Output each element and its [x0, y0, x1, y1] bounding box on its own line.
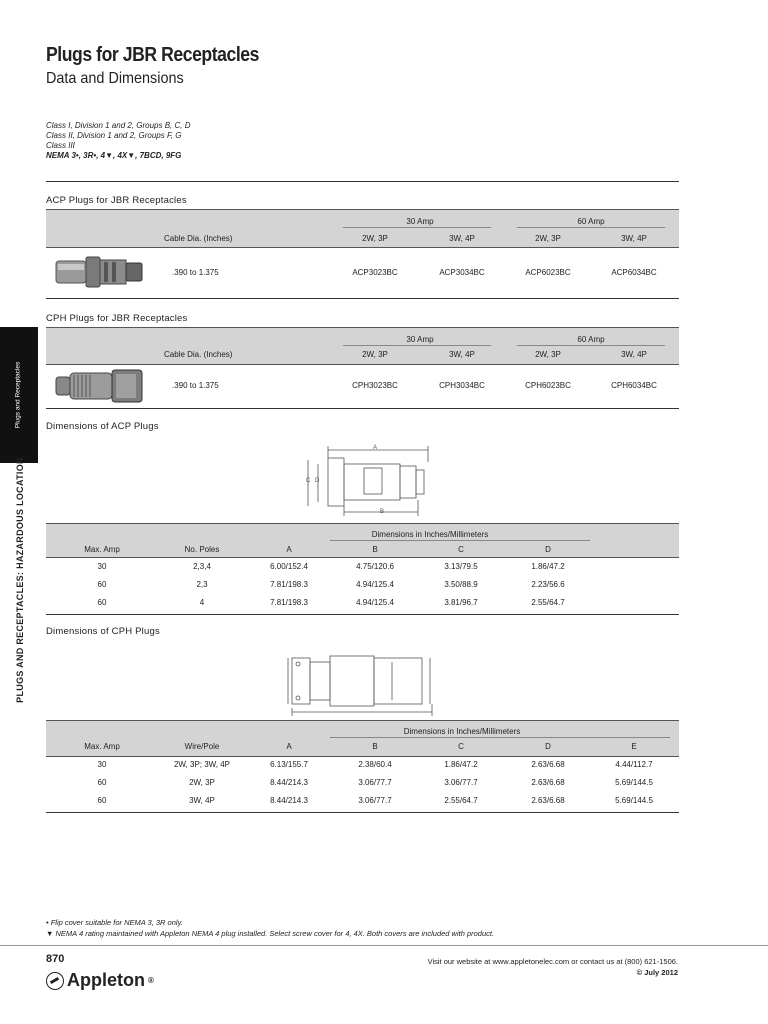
table-cell: 3W, 4P: [189, 796, 215, 805]
cph-header-col: 2W, 3P: [535, 350, 561, 359]
cph-cable-range: .390 to 1.375: [172, 381, 219, 390]
section-title-acp: ACP Plugs for JBR Receptacles: [46, 195, 187, 206]
table-cell: 3.06/77.7: [358, 796, 392, 805]
cph-catalog-number: CPH6034BC: [611, 381, 657, 390]
table-cell: 2W, 3P; 3W, 4P: [173, 760, 231, 769]
cph-dimension-diagram: [282, 650, 440, 718]
divider: [517, 345, 665, 346]
table-cell: 4.44/112.7: [615, 760, 653, 769]
divider: [330, 737, 670, 738]
cph-dims-col-header: B: [372, 742, 378, 751]
divider: [46, 408, 679, 409]
acp-dimension-diagram: [300, 440, 440, 520]
section-title-acp-dims: Dimensions of ACP Plugs: [46, 421, 159, 432]
cph-dims-band-title: Dimensions in Inches/Millimeters: [403, 727, 521, 736]
page-subtitle: Data and Dimensions: [46, 70, 184, 87]
cph-header-30amp: 30 Amp: [406, 335, 434, 344]
brand-reg-mark: ®: [148, 976, 154, 985]
acp-catalog-number: ACP6023BC: [525, 268, 571, 277]
cph-dims-col-header: C: [458, 742, 464, 751]
acp-header-30amp: 30 Amp: [406, 217, 434, 226]
class-line: Class III: [46, 141, 75, 150]
cph-header-cable: Cable Dia. (Inches): [164, 350, 233, 359]
table-cell: 60: [97, 796, 107, 805]
cph-catalog-number: CPH3034BC: [439, 381, 485, 390]
table-cell: 4.75/120.6: [356, 562, 394, 571]
divider: [46, 247, 679, 248]
acp-catalog-number: ACP3034BC: [439, 268, 485, 277]
cph-header-col: 2W, 3P: [362, 350, 388, 359]
divider: [343, 227, 491, 228]
divider: [46, 614, 679, 615]
acp-plug-image: [52, 252, 148, 292]
table-cell: 60: [97, 778, 107, 787]
acp-header-cable: Cable Dia. (Inches): [164, 234, 233, 243]
footnote: ▼ NEMA 4 rating maintained with Appleton NEMA 4 plug installed. Select screw cover for 4, 4X. Both covers are included with product.: [46, 929, 495, 938]
divider: [46, 181, 679, 182]
table-cell: 8.44/214.3: [270, 778, 308, 787]
divider: [343, 345, 491, 346]
table-cell: 2.23/56.6: [531, 580, 565, 589]
table-cell: 1.86/47.2: [531, 562, 565, 571]
table-cell: 30: [97, 562, 107, 571]
copyright-date: © July 2012: [636, 968, 678, 977]
divider: [46, 812, 679, 813]
acp-dims-band-title: Dimensions in Inches/Millimeters: [371, 530, 489, 539]
divider: [46, 756, 679, 757]
acp-dims-col-header: No. Poles: [184, 545, 220, 554]
acp-header-col: 3W, 4P: [621, 234, 647, 243]
side-tab-label: Plugs and Receptacles: [14, 361, 22, 429]
table-cell: 60: [97, 598, 107, 607]
table-cell: 3.06/77.7: [358, 778, 392, 787]
cph-plug-image: [54, 367, 150, 405]
section-title-cph-dims: Dimensions of CPH Plugs: [46, 626, 160, 637]
table-cell: 2,3: [196, 580, 208, 589]
table-cell: 6.13/155.7: [270, 760, 308, 769]
table-cell: 2.55/64.7: [444, 796, 478, 805]
acp-header-col: 3W, 4P: [449, 234, 475, 243]
acp-catalog-number: ACP3023BC: [352, 268, 398, 277]
table-cell: 4.94/125.4: [356, 598, 394, 607]
cph-header-60amp: 60 Amp: [577, 335, 605, 344]
class-line: Class I, Division 1 and 2, Groups B, C, D: [46, 121, 191, 130]
side-tab: [0, 327, 38, 463]
table-cell: 8.44/214.3: [270, 796, 308, 805]
brand-name: Appleton: [67, 970, 145, 990]
cph-catalog-number: CPH3023BC: [352, 381, 398, 390]
acp-header-60amp: 60 Amp: [577, 217, 605, 226]
contact-line: Visit our website at www.appletonelec.com or contact us at (800) 621-1506.: [427, 957, 678, 966]
diagram-label-a: A: [373, 445, 378, 451]
appleton-logo-icon: [46, 972, 64, 990]
side-vertical-title: PLUGS AND RECEPTACLES: HAZARDOUS LOCATION: [15, 457, 25, 703]
acp-dims-col-header: B: [372, 545, 378, 554]
table-cell: 2,3,4: [193, 562, 211, 571]
table-cell: 3.06/77.7: [444, 778, 478, 787]
table-cell: 6.00/152.4: [270, 562, 308, 571]
acp-header-col: 2W, 3P: [362, 234, 388, 243]
table-cell: 2.63/6.68: [531, 760, 565, 769]
class-line: NEMA 3•, 3R•, 4▼, 4X▼, 7BCD, 9FG: [46, 151, 182, 160]
classification-list: [46, 121, 191, 161]
table-cell: 5.69/144.5: [615, 778, 653, 787]
table-cell: 2W, 3P: [189, 778, 215, 787]
diagram-label-c: C: [306, 478, 311, 484]
divider: [46, 298, 679, 299]
table-cell: 2.55/64.7: [531, 598, 565, 607]
table-cell: 3.50/88.9: [444, 580, 478, 589]
table-cell: 4.94/125.4: [356, 580, 394, 589]
table-cell: 3.13/79.5: [444, 562, 478, 571]
cph-dims-col-header: Max. Amp: [84, 742, 120, 751]
acp-dims-col-header: Max. Amp: [84, 545, 120, 554]
diagram-label-d: D: [315, 478, 320, 484]
cph-header-col: 3W, 4P: [621, 350, 647, 359]
page-title: Plugs for JBR Receptacles: [46, 44, 259, 66]
cph-dims-col-header: D: [545, 742, 551, 751]
divider: [46, 557, 679, 558]
table-cell: 5.69/144.5: [615, 796, 653, 805]
cph-dims-col-header: E: [631, 742, 637, 751]
page-number: 870: [46, 953, 65, 965]
acp-catalog-number: ACP6034BC: [611, 268, 657, 277]
table-cell: 2.63/6.68: [531, 778, 565, 787]
table-cell: 2.38/60.4: [358, 760, 392, 769]
table-cell: 1.86/47.2: [444, 760, 478, 769]
divider: [330, 540, 590, 541]
acp-cable-range: .390 to 1.375: [172, 268, 219, 277]
section-title-cph: CPH Plugs for JBR Receptacles: [46, 313, 188, 324]
diagram-label-b: B: [380, 509, 385, 515]
cph-header-col: 3W, 4P: [449, 350, 475, 359]
divider: [517, 227, 665, 228]
acp-dims-col-header: D: [545, 545, 551, 554]
acp-header-col: 2W, 3P: [535, 234, 561, 243]
brand-logo: [46, 970, 154, 991]
cph-dims-col-header: A: [286, 742, 292, 751]
footnote: • Flip cover suitable for NEMA 3, 3R only.: [46, 918, 183, 927]
acp-dims-col-header: C: [458, 545, 464, 554]
cph-catalog-number: CPH6023BC: [525, 381, 571, 390]
table-cell: 4: [199, 598, 205, 607]
cph-dims-col-header: Wire/Pole: [184, 742, 220, 751]
table-cell: 60: [97, 580, 107, 589]
divider: [46, 364, 679, 365]
class-line: Class II, Division 1 and 2, Groups F, G: [46, 131, 182, 140]
table-cell: 7.81/198.3: [270, 598, 308, 607]
divider: [0, 945, 768, 946]
table-cell: 7.81/198.3: [270, 580, 308, 589]
table-cell: 2.63/6.68: [531, 796, 565, 805]
table-cell: 30: [97, 760, 107, 769]
table-cell: 3.81/96.7: [444, 598, 478, 607]
acp-dims-col-header: A: [286, 545, 292, 554]
